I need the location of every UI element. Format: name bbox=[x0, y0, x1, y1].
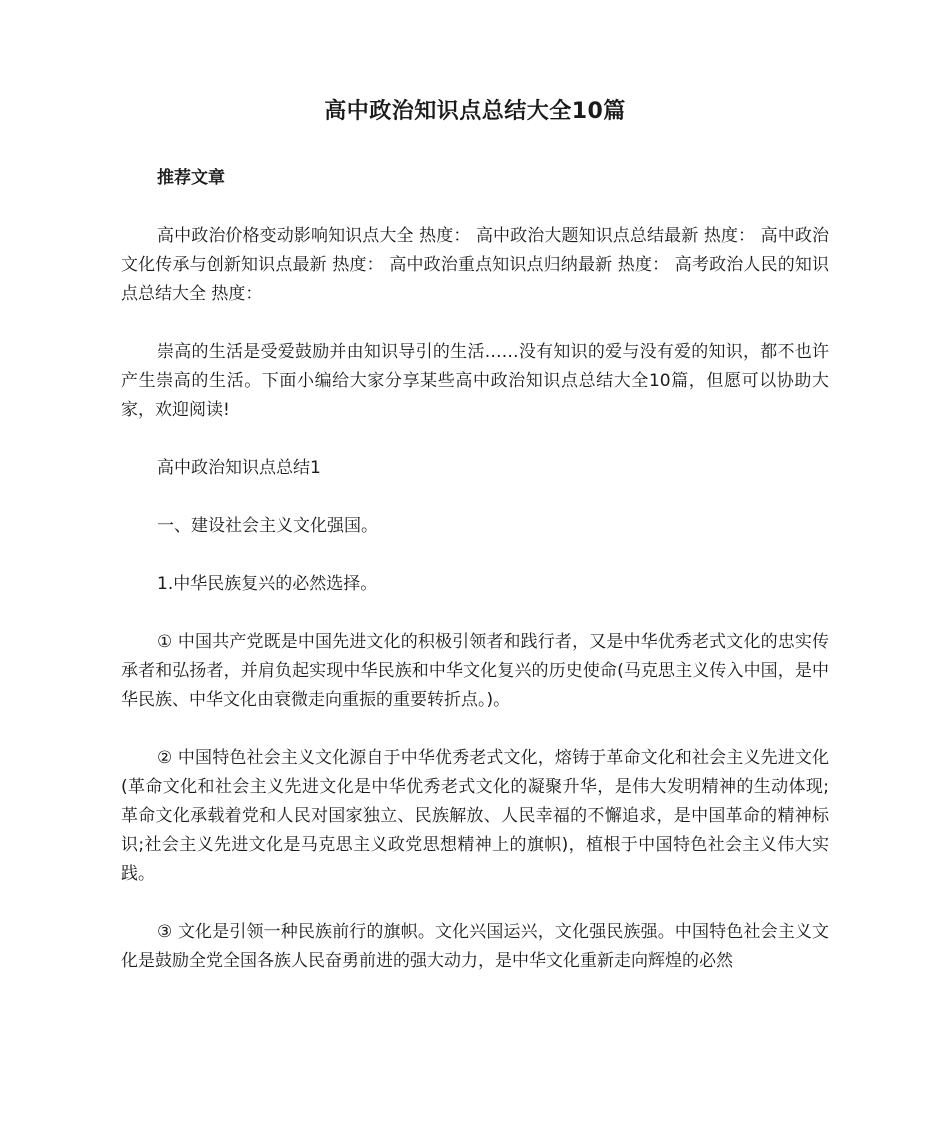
section-heading: 高中政治知识点总结1 bbox=[157, 458, 321, 478]
intro-paragraph: 崇高的生活是受爱鼓励并由知识导引的生活……没有知识的爱与没有爱的知识，都不也许产生崇高的生活。下面小编给大家分享某些高中政治知识点总结大全10篇，但愿可以协助大家，欢迎阅读! bbox=[121, 342, 829, 420]
item-paragraph-3: ③ 文化是引领一种民族前行的旗帜。文化兴国运兴，文化强民族强。中国特色社会主义文化是鼓励全党全国各族人民奋勇前进的强大动力，是中华文化重新走向辉煌的必然 bbox=[121, 922, 829, 971]
document-title: 高中政治知识点总结大全10篇 bbox=[324, 99, 626, 124]
recommended-links[interactable]: 高中政治价格变动影响知识点大全 热度： 高中政治大题知识点总结最新 热度： 高中政治文化传承与创新知识点最新 热度： 高中政治重点知识点归纳最新 热度： 高考政治人民的知识点总结大全 热度： bbox=[121, 226, 829, 304]
recommended-label: 推荐文章 bbox=[157, 168, 225, 188]
part-heading: 一、建设社会主义文化强国。 bbox=[157, 516, 378, 536]
sub-heading: 1.中华民族复兴的必然选择。 bbox=[157, 574, 378, 594]
item-paragraph-1: ① 中国共产党既是中国先进文化的积极引领者和践行者，又是中华优秀老式文化的忠实传承者和弘扬者，并肩负起实现中华民族和中华文化复兴的历史使命(马克思主义传入中国，是中华民族、中华文化由衰微走向重振的重要转折点。)。 bbox=[121, 632, 829, 710]
item-paragraph-2: ② 中国特色社会主义文化源自于中华优秀老式文化，熔铸于革命文化和社会主义先进文化(革命文化和社会主义先进文化是中华优秀老式文化的凝聚升华，是伟大发明精神的生动体现;革命文化承载着党和人民对国家独立、民族解放、人民幸福的不懈追求，是中国革命的精神标识;社会主义先进文化是马克思主义政党思想精神上的旗帜)，植根于中国特色社会主义伟大实践。 bbox=[121, 748, 829, 884]
